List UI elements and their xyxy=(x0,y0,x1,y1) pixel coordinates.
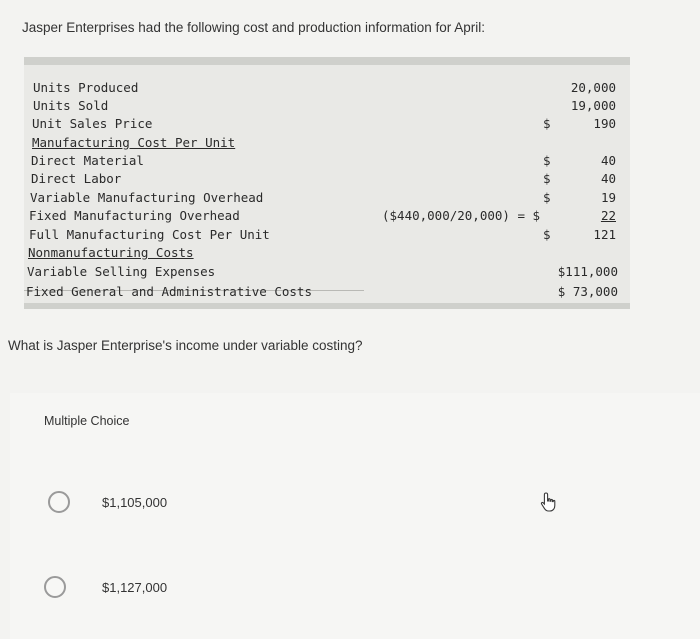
dollar-sign: $ xyxy=(543,153,551,168)
row-label: Full Manufacturing Cost Per Unit xyxy=(29,227,270,242)
table-row xyxy=(24,135,630,153)
answer-option[interactable] xyxy=(48,489,348,519)
row-label: Units Sold xyxy=(33,98,109,113)
radio-button-icon[interactable] xyxy=(44,576,66,598)
dollar-sign: $ xyxy=(543,116,551,131)
row-value: 121 xyxy=(593,227,616,242)
radio-button-icon[interactable] xyxy=(48,491,70,513)
row-value: $111,000 xyxy=(557,264,618,279)
section-heading: Manufacturing Cost Per Unit xyxy=(32,135,236,150)
table-row xyxy=(24,116,630,134)
option-text: $1,105,000 xyxy=(102,495,168,510)
cost-table xyxy=(24,57,630,309)
table-row xyxy=(24,153,630,171)
question-text: What is Jasper Enterprise's income under variable costing? xyxy=(8,338,363,353)
row-value: 19,000 xyxy=(570,98,616,113)
dollar-sign: $ xyxy=(543,190,551,205)
row-label: Fixed General and Administrative Costs xyxy=(26,284,312,299)
table-row xyxy=(24,227,630,245)
table-row xyxy=(24,264,630,282)
table-row xyxy=(24,171,630,189)
row-label: Unit Sales Price xyxy=(32,116,153,131)
answer-option[interactable] xyxy=(48,574,348,604)
dollar-sign: $ xyxy=(543,227,551,242)
row-value: 20,000 xyxy=(570,80,616,95)
table-row xyxy=(24,284,630,302)
row-label: Variable Selling Expenses xyxy=(27,264,216,279)
option-text: $1,127,000 xyxy=(102,580,168,595)
intro-text: Jasper Enterprises had the following cost and production information for April: xyxy=(22,20,486,35)
row-label: Direct Material xyxy=(31,153,144,168)
fixed-overhead-calculation: ($440,000/20,000) = $ xyxy=(382,208,541,223)
row-label: Units Produced xyxy=(33,80,139,95)
row-value: 40 xyxy=(600,153,616,168)
row-label: Direct Labor xyxy=(31,171,122,186)
section-heading: Nonmanufacturing Costs xyxy=(28,245,194,260)
row-value: 19 xyxy=(600,190,616,205)
row-label: Fixed Manufacturing Overhead xyxy=(29,208,240,223)
row-value: 190 xyxy=(593,116,616,131)
table-row xyxy=(24,80,630,98)
row-value: $ 73,000 xyxy=(557,284,618,299)
row-value: 40 xyxy=(600,171,616,186)
multiple-choice-label: Multiple Choice xyxy=(44,414,130,428)
hand-pointer-icon xyxy=(540,492,558,512)
dollar-sign: $ xyxy=(543,171,551,186)
table-row xyxy=(24,245,630,263)
row-label: Variable Manufacturing Overhead xyxy=(30,190,264,205)
row-value: 22 xyxy=(600,208,616,223)
table-row xyxy=(24,190,630,208)
table-row xyxy=(24,208,630,226)
table-row xyxy=(24,98,630,116)
